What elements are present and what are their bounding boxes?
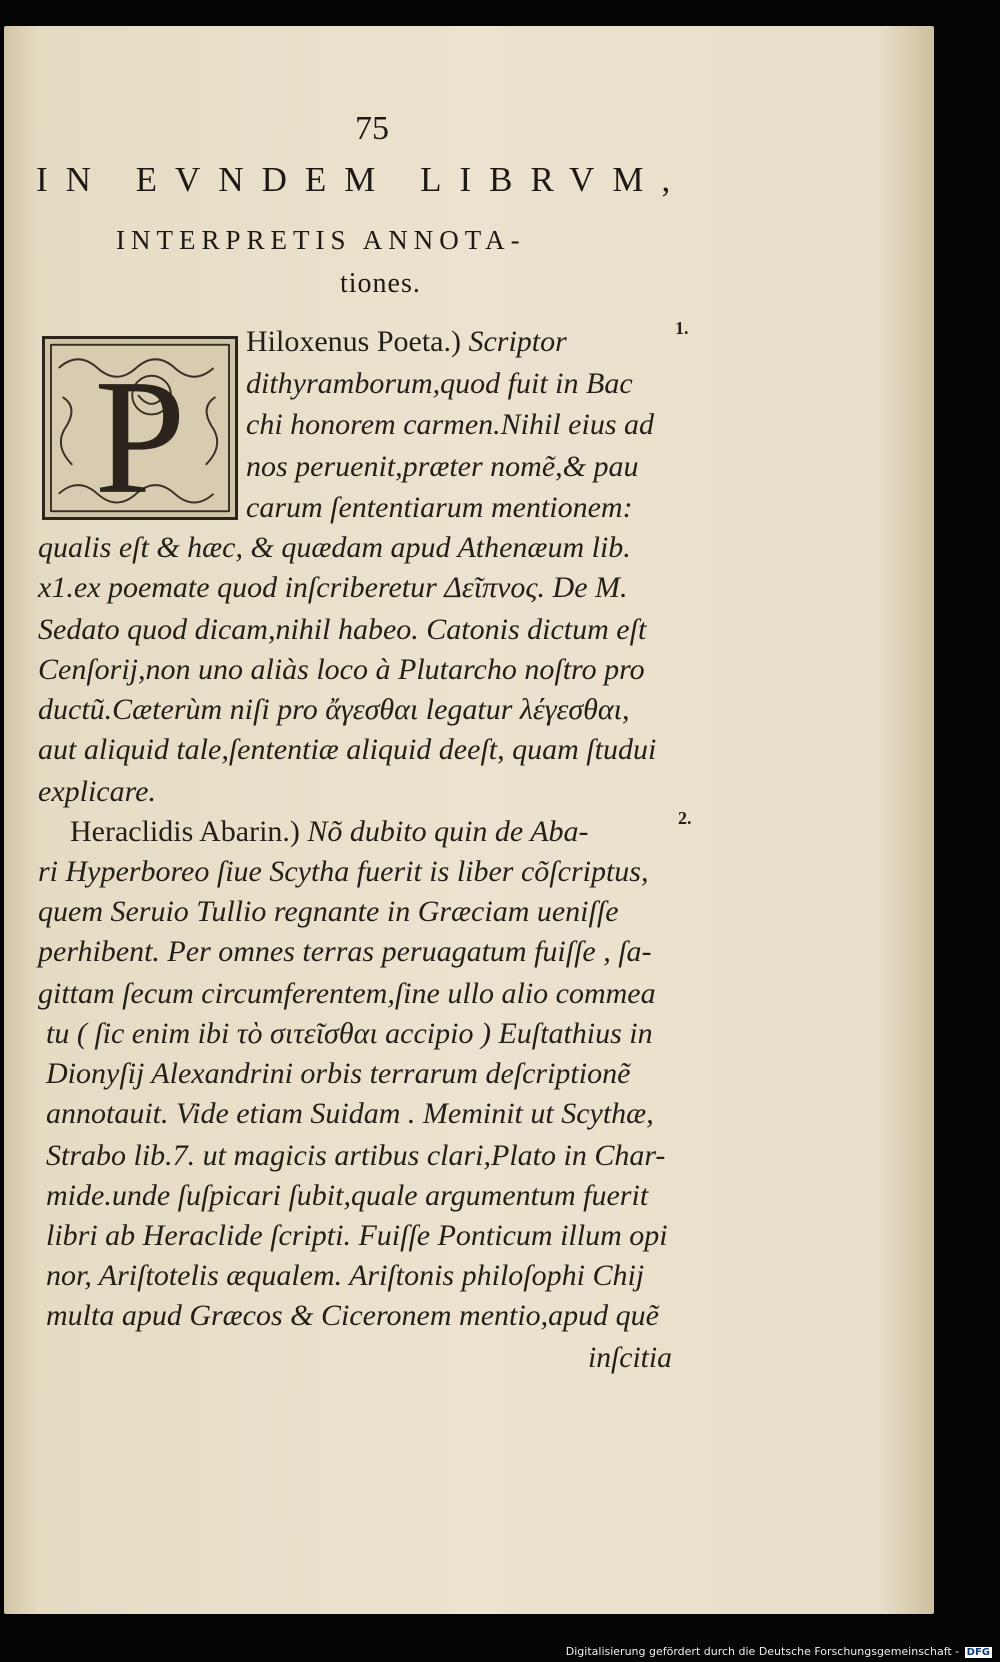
line-text: mide.unde ſuſpicari ſubit,quale argumentum fuerit	[46, 1179, 649, 1212]
text-line	[38, 650, 645, 690]
text-line	[246, 364, 633, 404]
line-text: nos peruenit,præter nomẽ,& pau	[246, 450, 639, 483]
line-text: x1.ex poemate quod inſcriberetur Δεῖπνος. De M.	[38, 571, 628, 604]
decorated-initial	[42, 336, 238, 520]
line-text: Dionyſij Alexandrini orbis terrarum deſcriptionẽ	[46, 1057, 631, 1090]
text-line	[38, 730, 656, 770]
text-line	[38, 528, 631, 568]
page-number: 75	[355, 110, 389, 147]
text-line	[588, 1338, 672, 1378]
marginal-note-1: 1.	[675, 318, 689, 338]
text-line	[38, 568, 628, 608]
line-text: Scriptor	[468, 325, 567, 358]
line-text: Cenſorij,non uno aliàs loco à Plutarcho noſtro pro	[38, 653, 645, 686]
line-text: ri Hyperboreo ſiue Scytha fuerit is liber cõſcriptus,	[38, 855, 649, 888]
page-subtitle: INTERPRETIS ANNOTA-	[116, 225, 526, 255]
text-line	[46, 1054, 630, 1094]
line-text: Strabo lib.7. ut magicis artibus clari,Plato in Char-	[46, 1139, 666, 1172]
line-text: explicare.	[38, 775, 156, 808]
line-text: aut aliquid tale,ſententiæ aliquid deeſt, quam ſtudui	[38, 733, 657, 766]
text-line	[46, 1136, 665, 1176]
line-text: annotauit. Vide etiam Suidam . Meminit ut Scythæ,	[46, 1097, 654, 1130]
line-text: perhibent. Per omnes terras peruagatum fuiſſe , ſa-	[38, 935, 652, 968]
page-title: IN EVNDEM LIBRVM,	[36, 160, 689, 199]
line-text: gittam ſecum circumferentem,ſine ullo alio commea	[38, 977, 656, 1010]
text-line	[38, 932, 652, 972]
initial-letter: P	[94, 344, 186, 517]
text-line	[246, 447, 638, 487]
line-text: multa apud Græcos & Ciceronem mentio,apud quẽ	[46, 1299, 659, 1332]
text-line	[38, 772, 156, 812]
text-line	[46, 1014, 653, 1054]
text-line	[46, 1296, 659, 1336]
line-text: qualis eſt & hæc, & quædam apud Athenæum lib.	[38, 531, 631, 564]
marginal-note-2: 2.	[678, 808, 692, 828]
line-text: carum ſententiarum mentionem:	[246, 491, 633, 524]
text-line	[38, 892, 619, 932]
text-line	[38, 974, 656, 1014]
line-text: libri ab Heraclide ſcripti. Fuiſſe Ponticum illum opi	[46, 1219, 668, 1252]
line-text: inſcitia	[588, 1341, 672, 1374]
line-text: Nõ dubito quin de Aba-	[307, 815, 589, 848]
line-text: nor, Ariſtotelis æqualem. Ariſtonis philoſophi Chij	[46, 1259, 645, 1292]
text-line	[70, 812, 589, 852]
text-line	[246, 405, 654, 445]
text-line	[246, 322, 567, 362]
line-text: ductũ.Cæterùm niſi pro ἄγεσθαι legatur λέγεσθαι,	[38, 693, 630, 726]
text-line	[38, 610, 646, 650]
line-text: dithyramborum,quod fuit in Bac	[246, 367, 633, 400]
digitization-credit	[566, 1645, 992, 1658]
credit-text: Digitalisierung gefördert durch die Deutsche Forschungsgemeinschaft -	[565, 1645, 960, 1658]
text-line	[46, 1256, 644, 1296]
text-line	[46, 1216, 668, 1256]
line-text: Sedato quod dicam,nihil habeo. Catonis dictum eſt	[38, 613, 647, 646]
text-line	[46, 1176, 648, 1216]
line-text: quem Seruio Tullio regnante in Græciam ueniſſe	[38, 895, 619, 928]
text-line	[246, 488, 633, 528]
text-line	[38, 690, 629, 730]
line-text: tu ( ſic enim ibi τὸ σιτεῖσθαι accipio ) Euſtathius in	[46, 1017, 653, 1050]
page-subtitle-continuation: tiones.	[340, 268, 421, 299]
text-line	[38, 852, 648, 892]
lemma: Hiloxenus Poeta.)	[246, 325, 469, 358]
text-line	[46, 1094, 654, 1134]
line-text: chi honorem carmen.Nihil eius ad	[246, 408, 655, 441]
dfg-logo: DFG	[966, 1647, 990, 1658]
lemma: Heraclidis Abarin.)	[70, 815, 308, 848]
